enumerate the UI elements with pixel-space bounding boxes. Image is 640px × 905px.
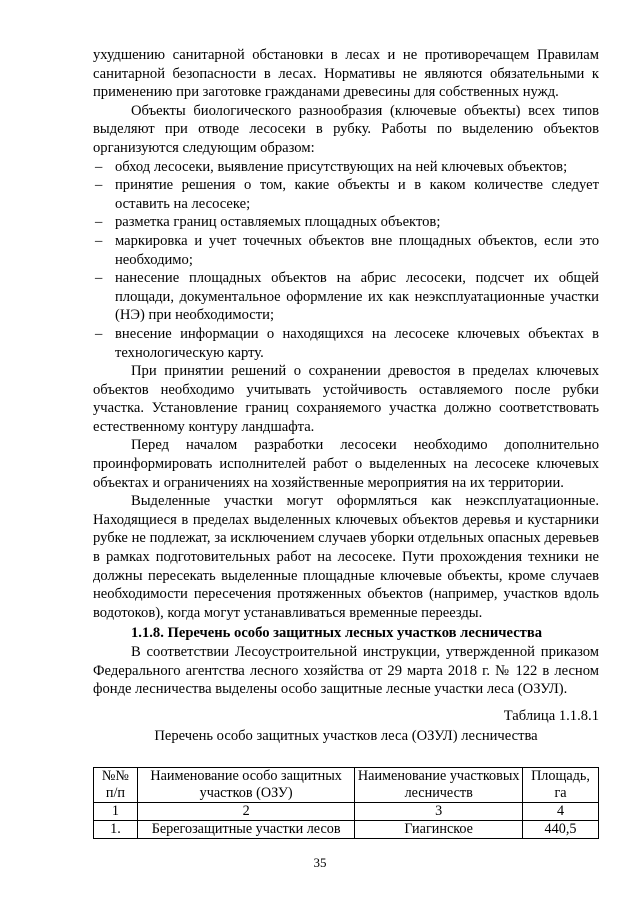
list-item: [93, 176, 599, 213]
list-item-text: нанесение площадных объектов на абрис лесосеки, подсчет их общей площади, документальное оформление их как неэксплуатационные участки (НЭ) при необходимости;: [115, 270, 599, 324]
list-item-text: маркировка и учет точечных объектов вне площадных объектов, если это необходимо;: [115, 232, 599, 268]
table-cell: Гиагинское: [355, 821, 523, 839]
dash-marker: –: [95, 214, 103, 231]
dash-marker: –: [95, 177, 103, 194]
document-body: [93, 46, 599, 746]
bullet-list: [93, 158, 599, 363]
column-number-cell: 2: [137, 803, 354, 821]
list-item-text: разметка границ оставляемых площадных объектов;: [115, 214, 441, 231]
paragraph: Перед началом разработки лесосеки необходимо дополнительно проинформировать исполнителей работ о выделенных на лесосеке ключевых объектах и ограничениях на хозяйственные мероприятия на их территории.: [93, 437, 599, 491]
column-number-cell: 3: [355, 803, 523, 821]
list-item: [93, 269, 599, 325]
table-number: Таблица 1.1.8.1: [503, 707, 599, 724]
list-item: [93, 213, 599, 232]
list-item-text: обход лесосеки, выявление присутствующих на ней ключевых объектов;: [115, 158, 568, 175]
table-cell: 1.: [94, 821, 138, 839]
table-row: [94, 821, 599, 839]
list-item: [93, 232, 599, 269]
header-cell: Наименование особо защитных участков (ОЗУ): [137, 768, 354, 803]
table-column-numbers-row: [94, 803, 599, 821]
column-number-cell: 4: [523, 803, 599, 821]
column-number-cell: 1: [94, 803, 138, 821]
list-item: [93, 158, 599, 177]
paragraph: Объекты биологического разнообразия (ключевые объекты) всех типов выделяют при отводе лесосеки в рубку. Работы по выделению объектов организуются следующим образом:: [93, 102, 599, 156]
paragraph: Выделенные участки могут оформляться как неэксплуатационные. Находящиеся в пределах выделенных ключевых объектов деревья и кустарники рубке не подлежат, за исключением случаев уборки отдельных опасных деревьев в рамках подготовительных работ на лесосеке. Пути прохождения техники не должны пересекать выделенные площадные ключевые объекты, кроме случаев необходимости пересечения протяженных объектов (например, участков вдоль водотоков), когда могут устанавливаться временные переезды.: [93, 493, 599, 621]
table-header-row: [94, 768, 599, 803]
list-item-text: принятие решения о том, какие объекты и в каком количестве следует оставить на лесосеке;: [115, 177, 599, 212]
list-item: [93, 325, 599, 362]
table-cell: Берегозащитные участки лесов: [137, 821, 354, 839]
dash-marker: –: [95, 270, 103, 287]
ozul-table: [93, 767, 599, 839]
header-cell: Наименование участковых лесничеств: [355, 768, 523, 803]
header-cell: Площадь, га: [523, 768, 599, 803]
dash-marker: –: [95, 232, 103, 249]
dash-marker: –: [95, 158, 103, 175]
table-cell: 440,5: [523, 821, 599, 839]
page-number: 35: [313, 855, 327, 870]
section-heading: 1.1.8. Перечень особо защитных лесных участков лесничества: [131, 625, 543, 642]
dash-marker: –: [95, 325, 103, 342]
paragraph: При принятии решений о сохранении древостоя в пределах ключевых объектов необходимо учитывать устойчивость оставляемого после рубки участка. Установление границ сохраняемого участка должно соответствовать естественному контуру ландшафта.: [93, 363, 599, 435]
paragraph: ухудшению санитарной обстановки в лесах и не противоречащем Правилам санитарной безопасности в лесах. Нормативы не являются обязательными к применению при заготовке гражданами древесины для собственных нужд.: [93, 47, 599, 101]
header-cell: №№ п/п: [94, 768, 138, 803]
paragraph: В соответствии Лесоустроительной инструкции, утвержденной приказом Федерального агентства лесного хозяйства от 29 марта 2018 г. № 122 в лесном фонде лесничества выделены особо защитные лесные участки леса (ОЗУЛ).: [93, 644, 599, 698]
list-item-text: внесение информации о находящихся на лесосеке ключевых объектах в технологическую карту.: [115, 325, 599, 361]
table-caption: Перечень особо защитных участков леса (ОЗУЛ) лесничества: [154, 728, 538, 745]
